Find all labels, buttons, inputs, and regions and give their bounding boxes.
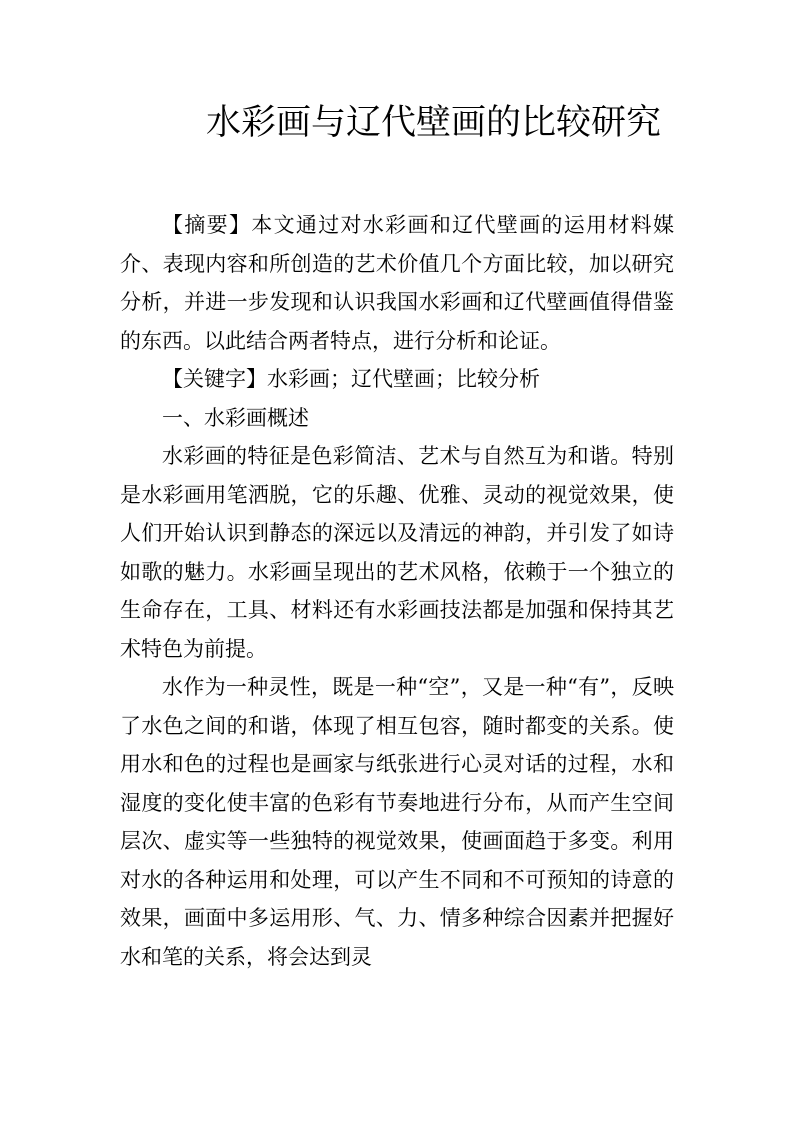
body-paragraph-2: 水作为一种灵性，既是一种“空”，又是一种“有”，反映了水色之间的和谐，体现了相互包容，随时都变的关系。使用水和色的过程也是画家与纸张进行心灵对话的过程，水和湿度的变化使丰富的色彩有节奏地进行分布，从而产生空间层次、虚实等一些独特的视觉效果，使画面趋于多变。利用对水的各种运用和处理，可以产生不同和不可预知的诗意的效果，画面中多运用形、气、力、情多种综合因素并把握好水和笔的关系，将会达到灵 xyxy=(120,675,674,969)
keywords-line: 【关键字】水彩画；辽代壁画；比较分析 xyxy=(162,367,540,391)
document-body xyxy=(120,206,674,976)
document-title: 水彩画与辽代壁画的比较研究 xyxy=(206,103,662,143)
section-heading: 一、水彩画概述 xyxy=(162,405,309,430)
abstract-paragraph: 【摘要】本文通过对水彩画和辽代壁画的运用材料媒介、表现内容和所创造的艺术价值几个方面比较，加以研究分析，并进一步发现和认识我国水彩画和辽代壁画值得借鉴的东西。以此结合两者特点，进行分析和论证。 xyxy=(120,213,674,353)
body-paragraph-1: 水彩画的特征是色彩简洁、艺术与自然互为和谐。特别是水彩画用笔洒脱，它的乐趣、优雅、灵动的视觉效果，使人们开始认识到静态的深远以及清远的神韵，并引发了如诗如歌的魅力。水彩画呈现出的艺术风格，依赖于一个独立的生命存在，工具、材料还有水彩画技法都是加强和保持其艺术特色为前提。 xyxy=(120,444,674,661)
